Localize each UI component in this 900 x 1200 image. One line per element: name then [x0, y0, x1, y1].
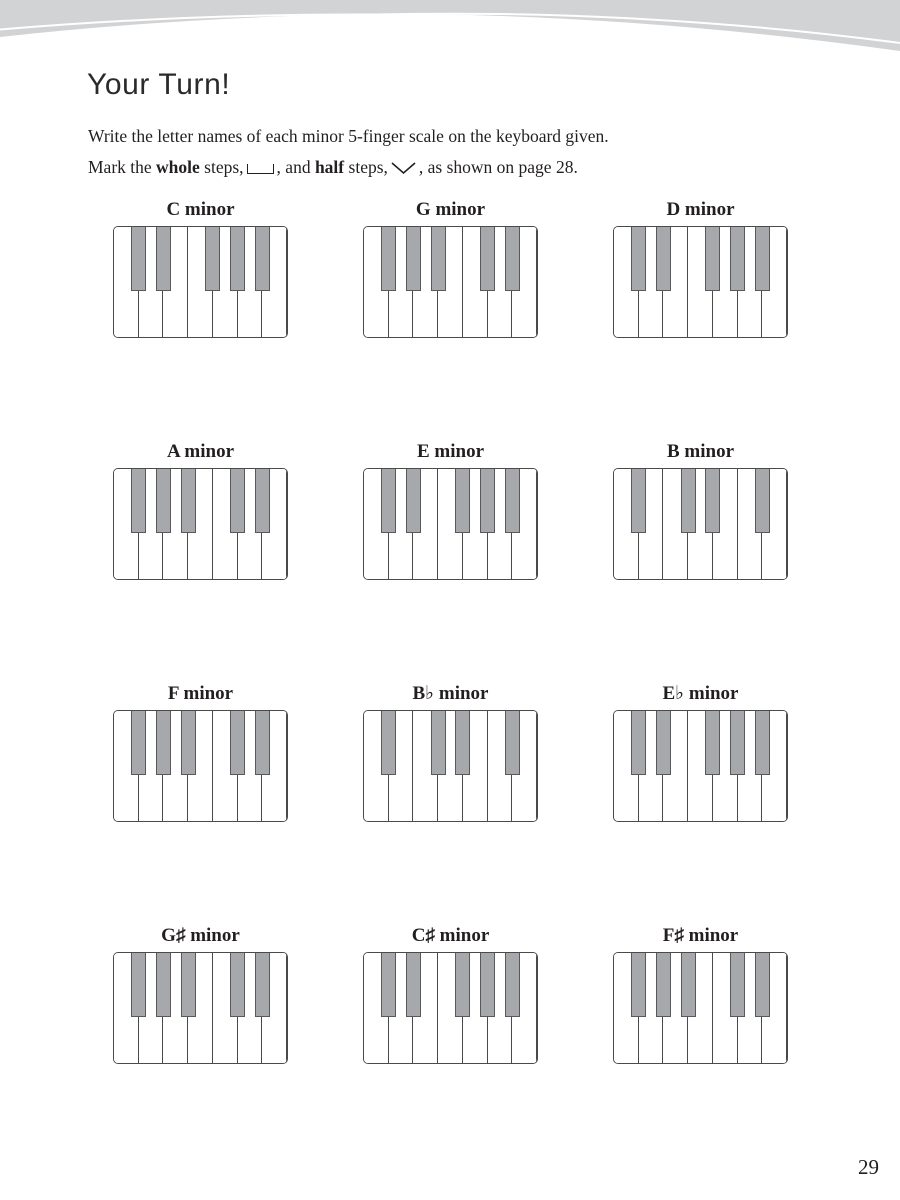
keyboard-label: A minor — [166, 441, 235, 462]
keyboard-label: G minor — [415, 199, 486, 220]
black-key — [255, 710, 270, 775]
whole-step-bracket-icon — [247, 164, 274, 174]
keyboard-cell — [613, 199, 788, 338]
bold-word: whole — [156, 157, 200, 177]
keyboard-cell — [113, 441, 288, 580]
keyboard-diagram — [113, 710, 288, 822]
black-key — [681, 952, 696, 1017]
black-key — [480, 952, 495, 1017]
black-key — [631, 468, 646, 533]
black-key — [181, 710, 196, 775]
black-key — [631, 710, 646, 775]
black-key — [705, 710, 720, 775]
black-key — [755, 952, 770, 1017]
keyboard-cell — [363, 683, 538, 822]
keyboard-diagram — [363, 226, 538, 338]
keyboard-cell — [113, 199, 288, 338]
black-key — [381, 468, 396, 533]
black-key — [455, 468, 470, 533]
keyboard-label: E minor — [416, 441, 485, 462]
keyboard-label: F♯ minor — [662, 925, 739, 946]
header-curve-decoration — [0, 0, 900, 70]
keyboard-cell — [613, 925, 788, 1064]
keyboard-diagram — [613, 468, 788, 580]
black-key — [230, 226, 245, 291]
black-key — [730, 710, 745, 775]
keyboard-diagram — [113, 468, 288, 580]
black-key — [205, 226, 220, 291]
keyboard-diagram — [363, 468, 538, 580]
black-key — [255, 226, 270, 291]
black-key — [230, 468, 245, 533]
black-key — [505, 468, 520, 533]
black-key — [755, 226, 770, 291]
keyboard-cell — [363, 925, 538, 1064]
keyboard-label: G♯ minor — [161, 925, 240, 946]
keyboard-label: E♭ minor — [662, 683, 739, 704]
black-key — [681, 468, 696, 533]
black-key — [381, 952, 396, 1017]
black-key — [156, 952, 171, 1017]
bold-word: half — [314, 157, 345, 177]
keyboard-diagram — [363, 710, 538, 822]
keyboard-cell — [113, 925, 288, 1064]
keyboard-cell — [613, 441, 788, 580]
black-key — [255, 952, 270, 1017]
black-key — [505, 226, 520, 291]
keyboard-label: B minor — [666, 441, 735, 462]
black-key — [381, 226, 396, 291]
black-key — [406, 226, 421, 291]
keyboard-cell — [363, 199, 538, 338]
black-key — [230, 710, 245, 775]
black-key — [480, 226, 495, 291]
black-key — [131, 952, 146, 1017]
black-key — [131, 226, 146, 291]
black-key — [131, 468, 146, 533]
black-key — [656, 710, 671, 775]
black-key — [705, 468, 720, 533]
keyboard-diagram — [613, 226, 788, 338]
keyboard-cell — [613, 683, 788, 822]
black-key — [406, 952, 421, 1017]
black-key — [631, 952, 646, 1017]
black-key — [705, 226, 720, 291]
black-key — [406, 468, 421, 533]
keyboard-cell — [363, 441, 538, 580]
page-number: 29 — [858, 1155, 879, 1179]
black-key — [431, 710, 446, 775]
keyboard-label: C minor — [166, 199, 235, 220]
keyboard-diagram — [613, 710, 788, 822]
keyboard-label: F minor — [167, 683, 234, 704]
keyboard-cell — [113, 683, 288, 822]
keyboard-label: B♭ minor — [412, 683, 489, 704]
black-key — [156, 468, 171, 533]
black-key — [230, 952, 245, 1017]
black-key — [181, 468, 196, 533]
black-key — [255, 468, 270, 533]
instruction-line-1: Write the letter names of each minor 5-finger scale on the keyboard given. — [88, 126, 609, 146]
black-key — [455, 952, 470, 1017]
keyboard-grid — [113, 199, 788, 1064]
black-key — [631, 226, 646, 291]
black-key — [505, 952, 520, 1017]
black-key — [656, 226, 671, 291]
black-key — [505, 710, 520, 775]
keyboard-diagram — [363, 952, 538, 1064]
keyboard-diagram — [113, 952, 288, 1064]
black-key — [755, 468, 770, 533]
black-key — [755, 710, 770, 775]
black-key — [156, 226, 171, 291]
black-key — [730, 226, 745, 291]
black-key — [156, 710, 171, 775]
black-key — [455, 710, 470, 775]
page-title: Your Turn! — [87, 68, 231, 101]
black-key — [431, 226, 446, 291]
black-key — [480, 468, 495, 533]
keyboard-diagram — [613, 952, 788, 1064]
keyboard-diagram — [113, 226, 288, 338]
black-key — [131, 710, 146, 775]
keyboard-label: D minor — [666, 199, 735, 220]
black-key — [730, 952, 745, 1017]
black-key — [181, 952, 196, 1017]
black-key — [381, 710, 396, 775]
instruction-line-2: Mark the whole steps, , and half steps, , as shown on page 28. — [88, 157, 578, 180]
half-step-vee-icon — [391, 159, 416, 180]
keyboard-label: C♯ minor — [411, 925, 490, 946]
black-key — [656, 952, 671, 1017]
